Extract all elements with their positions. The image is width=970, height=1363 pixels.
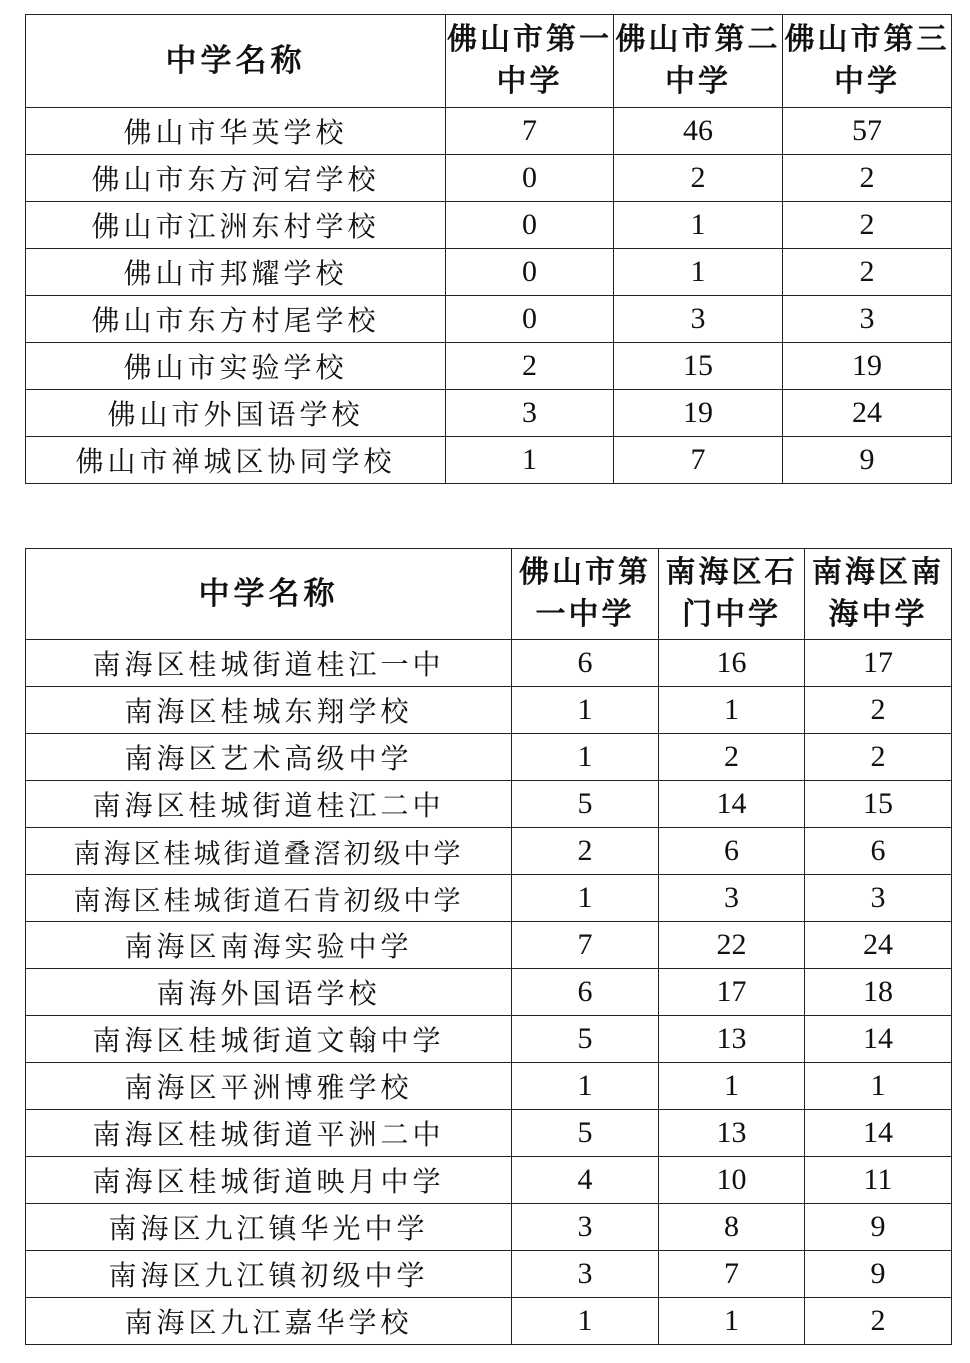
count-cell: 3 [512,1204,659,1251]
count-cell: 15 [805,781,952,828]
school-name-cell: 南海区九江镇初级中学 [26,1251,512,1298]
table-row [26,343,952,390]
count-cell: 7 [446,108,614,155]
count-cell: 3 [512,1251,659,1298]
school-name-cell: 南海区南海实验中学 [26,922,512,969]
count-cell: 17 [805,640,952,687]
count-cell: 10 [659,1157,805,1204]
count-cell: 0 [446,296,614,343]
count-cell: 2 [659,734,805,781]
count-cell: 14 [659,781,805,828]
count-cell: 1 [512,1298,659,1345]
count-cell: 16 [659,640,805,687]
count-cell: 1 [512,1063,659,1110]
school-name-cell: 佛山市江洲东村学校 [26,202,446,249]
table-row [26,202,952,249]
table-row [26,687,952,734]
school-name-cell: 佛山市华英学校 [26,108,446,155]
count-cell: 15 [614,343,783,390]
count-cell: 5 [512,781,659,828]
count-cell: 13 [659,1016,805,1063]
table-row [26,249,952,296]
count-cell: 2 [446,343,614,390]
count-cell: 6 [512,640,659,687]
count-cell: 7 [614,437,783,484]
count-cell: 1 [512,875,659,922]
count-cell: 3 [659,875,805,922]
table-row [26,875,952,922]
count-cell: 11 [805,1157,952,1204]
school-name-cell: 南海区桂城街道文翰中学 [26,1016,512,1063]
school-name-cell: 南海外国语学校 [26,969,512,1016]
count-cell: 4 [512,1157,659,1204]
table-row [26,1063,952,1110]
school-name-cell: 南海区桂城街道桂江一中 [26,640,512,687]
count-cell: 8 [659,1204,805,1251]
count-cell: 2 [783,155,952,202]
school-name-cell: 南海区九江嘉华学校 [26,1298,512,1345]
count-cell: 2 [805,687,952,734]
column-header-nanhai: 南海区南海中学 [805,549,952,640]
count-cell: 0 [446,202,614,249]
count-cell: 0 [446,155,614,202]
column-header-school-name: 中学名称 [26,549,512,640]
count-cell: 3 [614,296,783,343]
column-header-foshan-no2: 佛山市第二中学 [614,15,783,108]
school-name-cell: 南海区桂城街道平洲二中 [26,1110,512,1157]
count-cell: 1 [512,687,659,734]
school-name-cell: 南海区桂城东翔学校 [26,687,512,734]
table-row [26,155,952,202]
count-cell: 1 [512,734,659,781]
column-header-foshan-no3: 佛山市第三中学 [783,15,952,108]
count-cell: 7 [659,1251,805,1298]
school-name-cell: 佛山市外国语学校 [26,390,446,437]
count-cell: 0 [446,249,614,296]
count-cell: 22 [659,922,805,969]
column-header-foshan-no1: 佛山市第一中学 [512,549,659,640]
table-row [26,1110,952,1157]
count-cell: 3 [805,875,952,922]
table-row [26,828,952,875]
count-cell: 6 [512,969,659,1016]
table-row [26,296,952,343]
school-name-cell: 南海区九江镇华光中学 [26,1204,512,1251]
table-header-row [26,549,952,640]
count-cell: 18 [805,969,952,1016]
admissions-table-chancheng [25,14,952,484]
table-row [26,1251,952,1298]
table-row [26,734,952,781]
count-cell: 1 [659,1063,805,1110]
school-name-cell: 南海区桂城街道石肯初级中学 [26,875,512,922]
table-row [26,781,952,828]
table-row [26,1298,952,1345]
count-cell: 1 [805,1063,952,1110]
column-header-school-name: 中学名称 [26,15,446,108]
count-cell: 9 [805,1251,952,1298]
count-cell: 1 [614,202,783,249]
table-row [26,640,952,687]
count-cell: 19 [614,390,783,437]
count-cell: 2 [512,828,659,875]
count-cell: 14 [805,1016,952,1063]
count-cell: 6 [805,828,952,875]
school-name-cell: 南海区艺术高级中学 [26,734,512,781]
school-name-cell: 南海区桂城街道桂江二中 [26,781,512,828]
school-name-cell: 佛山市邦耀学校 [26,249,446,296]
admissions-table-nanhai [25,548,952,1345]
count-cell: 3 [783,296,952,343]
school-name-cell: 佛山市东方村尾学校 [26,296,446,343]
table-row [26,390,952,437]
count-cell: 9 [783,437,952,484]
table-row [26,922,952,969]
count-cell: 2 [614,155,783,202]
count-cell: 1 [659,1298,805,1345]
table-row [26,1204,952,1251]
table-row [26,1016,952,1063]
school-name-cell: 南海区平洲博雅学校 [26,1063,512,1110]
count-cell: 3 [446,390,614,437]
column-header-foshan-no1: 佛山市第一中学 [446,15,614,108]
school-name-cell: 佛山市禅城区协同学校 [26,437,446,484]
count-cell: 5 [512,1110,659,1157]
count-cell: 13 [659,1110,805,1157]
table-row [26,969,952,1016]
count-cell: 24 [805,922,952,969]
count-cell: 1 [446,437,614,484]
table-row [26,437,952,484]
count-cell: 57 [783,108,952,155]
count-cell: 17 [659,969,805,1016]
count-cell: 6 [659,828,805,875]
count-cell: 5 [512,1016,659,1063]
school-name-cell: 佛山市实验学校 [26,343,446,390]
count-cell: 24 [783,390,952,437]
count-cell: 2 [805,1298,952,1345]
count-cell: 9 [805,1204,952,1251]
count-cell: 1 [614,249,783,296]
table-header-row [26,15,952,108]
count-cell: 2 [783,202,952,249]
column-header-shimen: 南海区石门中学 [659,549,805,640]
count-cell: 19 [783,343,952,390]
count-cell: 46 [614,108,783,155]
table-row [26,108,952,155]
count-cell: 14 [805,1110,952,1157]
school-name-cell: 南海区桂城街道叠滘初级中学 [26,828,512,875]
count-cell: 2 [783,249,952,296]
count-cell: 2 [805,734,952,781]
school-name-cell: 佛山市东方河宕学校 [26,155,446,202]
count-cell: 7 [512,922,659,969]
table-row [26,1157,952,1204]
count-cell: 1 [659,687,805,734]
school-name-cell: 南海区桂城街道映月中学 [26,1157,512,1204]
